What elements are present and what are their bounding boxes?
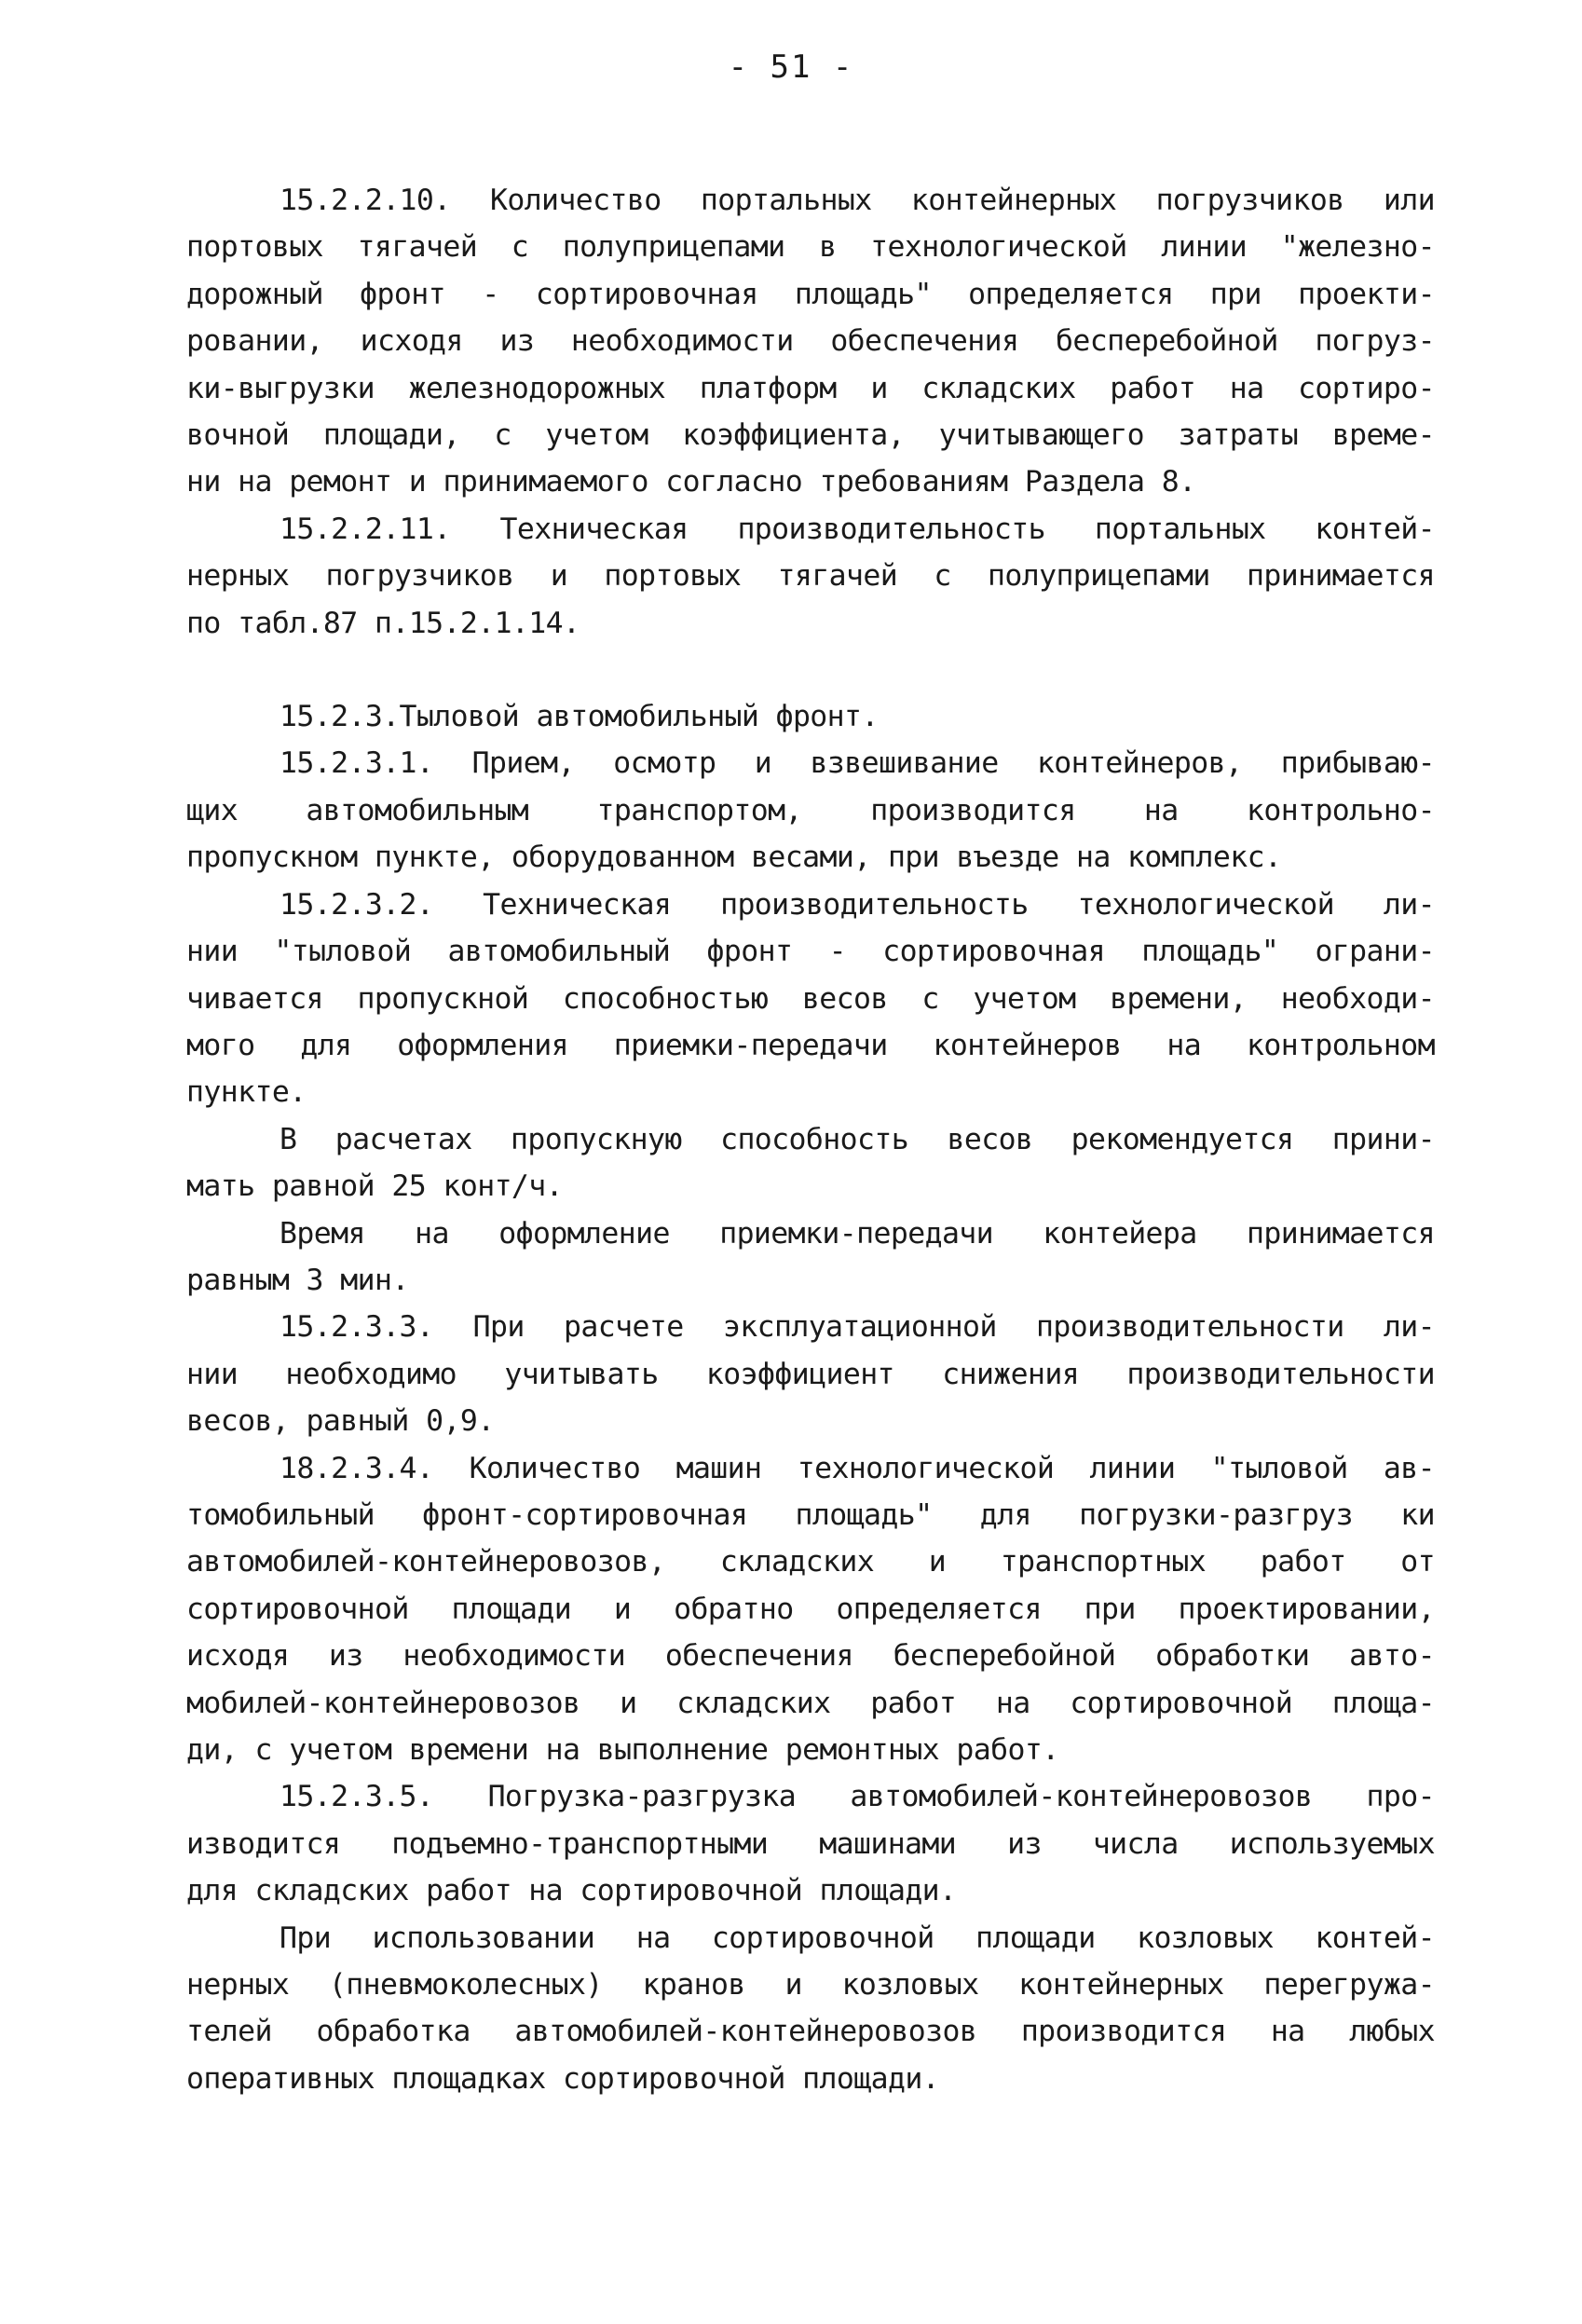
text-line: ни на ремонт и принимаемого согласно требованиям Раздела 8. — [186, 465, 1196, 499]
text-line: изводится подъемно-транспортными машинами из числа используемых — [186, 1826, 1435, 1861]
text-line: нерных (пневмоколесных) кранов и козловых контейнерных перегружа- — [186, 1968, 1435, 2003]
text-line: мать равной 25 конт/ч. — [186, 1169, 564, 1204]
paragraph-15-2-2-10 — [186, 177, 1435, 506]
text-line: нии "тыловой автомобильный фронт - сортировочная площадь" ограни- — [186, 935, 1435, 969]
paragraph-18-2-3-4 — [186, 1445, 1435, 1774]
text-line: телей обработка автомобилей-контейнеровозов производится на любых — [186, 2015, 1435, 2049]
paragraph-gantry-cranes — [186, 1915, 1435, 2103]
text-line: для складских работ на сортировочной площади. — [186, 1874, 957, 1908]
text-line: мобилей-контейнеровозов и складских работ на сортировочной площа- — [186, 1686, 1435, 1720]
text-line: Время на оформление приемки-передачи контейера принимается — [280, 1216, 1435, 1251]
text-line: 15.2.2.10. Количество портальных контейнерных погрузчиков или — [280, 184, 1435, 217]
text-line: сортировочной площади и обратно определяется при проектировании, — [186, 1592, 1435, 1626]
text-line: ки-выгрузки железнодорожных платформ и складских работ на сортиро- — [186, 371, 1435, 405]
text-line: мого для оформления приемки-передачи контейнеров на контрольном — [186, 1028, 1435, 1062]
paragraph-15-2-3-5 — [186, 1773, 1435, 1914]
text-line: щих автомобильным транспортом, производится на контрольно- — [186, 793, 1435, 827]
text-line: томобильный фронт-сортировочная площадь" для погрузки-разгруз ки — [186, 1497, 1435, 1532]
section-gap — [186, 647, 1435, 693]
text-line: автомобилей-контейнеровозов, складских и транспортных работ от — [186, 1545, 1435, 1579]
text-line: оперативных площадках сортировочной площади. — [186, 2061, 940, 2096]
text-line: пункте. — [186, 1075, 307, 1110]
text-line: равным 3 мин. — [186, 1263, 409, 1297]
text-line: весов, равный 0,9. — [186, 1404, 495, 1439]
text-line: дорожный фронт - сортировочная площадь" определяется при проекти- — [186, 277, 1435, 311]
paragraph-15-2-2-11 — [186, 506, 1435, 647]
text-line: При использовании на сортировочной площади козловых контей- — [280, 1921, 1435, 1955]
text-line: В расчетах пропускную способность весов рекомендуется прини- — [280, 1122, 1435, 1156]
text-line: по табл.87 п.15.2.1.14. — [186, 606, 580, 640]
text-line: вочной площади, с учетом коэффициента, учитывающего затраты време- — [186, 418, 1435, 453]
text-line: нерных погрузчиков и портовых тягачей с полуприцепами принимается — [186, 559, 1435, 594]
text-line: 15.2.3.5. Погрузка-разгрузка автомобилей-контейнеровозов про- — [280, 1780, 1435, 1814]
text-line: 18.2.3.4. Количество машин технологической линии "тыловой ав- — [280, 1451, 1435, 1485]
text-line: чивается пропускной способностью весов с учетом времени, необходи- — [186, 981, 1435, 1016]
text-line: 15.2.3.3. При расчете эксплуатационной производительности ли- — [280, 1310, 1435, 1345]
text-line: ровании, исходя из необходимости обеспечения бесперебойной погруз- — [186, 324, 1435, 359]
text-line: пропускном пункте, оборудованном весами, при въезде на комплекс. — [186, 841, 1282, 875]
paragraph-15-2-3-2 — [186, 882, 1435, 1116]
paragraph-15-2-3-1 — [186, 740, 1435, 881]
paragraph-15-2-3-3 — [186, 1304, 1435, 1444]
page-number: - 51 - — [728, 48, 854, 86]
text-line: 15.2.3.2. Техническая производительность технологической ли- — [280, 887, 1435, 922]
section-heading-15-2-3 — [186, 693, 1435, 740]
paragraph-scale-capacity — [186, 1116, 1435, 1210]
text-line: 15.2.2.11. Техническая производительность портальных контей- — [280, 512, 1435, 546]
document-body — [186, 177, 1435, 2102]
text-line: ди, с учетом времени на выполнение ремонтных работ. — [186, 1733, 1059, 1767]
text-line: 15.2.3.1. Прием, осмотр и взвешивание контейнеров, прибываю- — [280, 746, 1435, 781]
text-line: исходя из необходимости обеспечения бесперебойной обработки авто- — [186, 1639, 1435, 1674]
section-heading: 15.2.3.Тыловой автомобильный фронт. — [280, 700, 879, 734]
text-line: нии необходимо учитывать коэффициент снижения производительности — [186, 1357, 1435, 1391]
paragraph-processing-time — [186, 1210, 1435, 1305]
text-line: портовых тягачей с полуприцепами в технологической линии "железно- — [186, 230, 1435, 265]
